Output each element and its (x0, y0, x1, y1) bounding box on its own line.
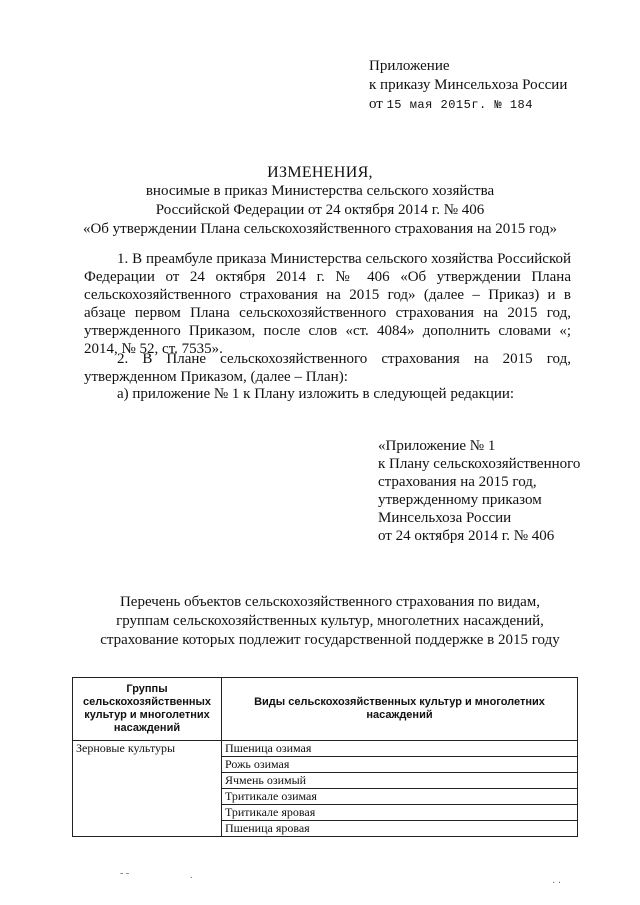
appendix-header (369, 57, 567, 115)
group-cell: Зерновые культуры (73, 741, 222, 837)
insurance-objects-table (72, 677, 578, 837)
appendix-date-stamp: 15 мая 2015г. № 184 (386, 98, 533, 112)
scan-speck: · · (552, 878, 562, 889)
title-line-4: «Об утверждении Плана сельскохозяйственного страхования на 2015 год» (82, 221, 558, 237)
appendix-date-line (369, 95, 567, 115)
paragraph-3: а) приложение № 1 к Плану изложить в следующей редакции: (117, 386, 515, 402)
paragraph-1: 1. В преамбуле приказа Министерства сельского хозяйства Российской Федерации от 24 октября 2014 г. № 406 «Об утверждении Плана сельскохозяйственного страхования на 2015 год» (далее – Приказ) и в абзаце первом Плана сельскохозяйственного страхования на 2015 год, утвержденного Приказом, после слов «ст. 4084» дополнить словами «; 2014, № 52, ст. 7535». (84, 251, 571, 357)
kind-cell: Рожь озимая (222, 757, 578, 773)
title-line-3: Российской Федерации от 24 октября 2014 г. № 406 (155, 202, 485, 218)
list-title-line-2: группам сельскохозяйственных культур, многолетних насаждений, (116, 613, 544, 629)
list-title-line-3: страхование которых подлежит государственной поддержке в 2015 году (100, 632, 560, 648)
inner-appendix-header (378, 437, 580, 545)
table-row (73, 741, 578, 757)
scan-speck: - - (120, 868, 130, 879)
inner-appendix-line-3: страхования на 2015 год, (378, 474, 537, 490)
inner-appendix-line-5: Минсельхоза России (378, 510, 512, 526)
kind-cell: Тритикале озимая (222, 789, 578, 805)
kind-cell: Пшеница озимая (222, 741, 578, 757)
kind-cell: Ячмень озимый (222, 773, 578, 789)
inner-appendix-line-6: от 24 октября 2014 г. № 406 (378, 528, 555, 544)
inner-appendix-line-2: к Плану сельскохозяйственного (378, 456, 581, 472)
list-title (80, 593, 580, 650)
header-group: Группы сельскохозяйственных культур и многолетних насаждений (73, 678, 222, 741)
kind-cell: Тритикале яровая (222, 805, 578, 821)
header-kind: Виды сельскохозяйственных культур и многолетних насаждений (222, 678, 578, 741)
document-title (60, 163, 580, 239)
scan-speck: . (190, 870, 193, 881)
inner-appendix-line-1: «Приложение № 1 (378, 438, 496, 454)
inner-appendix-line-4: утвержденному приказом (378, 492, 542, 508)
list-title-line-1: Перечень объектов сельскохозяйственного страхования по видам, (119, 594, 541, 610)
appendix-label: Приложение (369, 58, 450, 74)
paragraph-2: 2. В Плане сельскохозяйственного страхования на 2015 год, утвержденном Приказом, (далее – План): (84, 351, 571, 385)
appendix-order-ref: к приказу Минсельхоза России (369, 77, 568, 93)
appendix-date-prefix: от (369, 96, 383, 112)
kind-cell: Пшеница яровая (222, 821, 578, 837)
table-header-row (73, 678, 578, 741)
title-main: ИЗМЕНЕНИЯ, (267, 164, 373, 181)
title-line-2: вносимые в приказ Министерства сельского хозяйства (145, 183, 495, 199)
